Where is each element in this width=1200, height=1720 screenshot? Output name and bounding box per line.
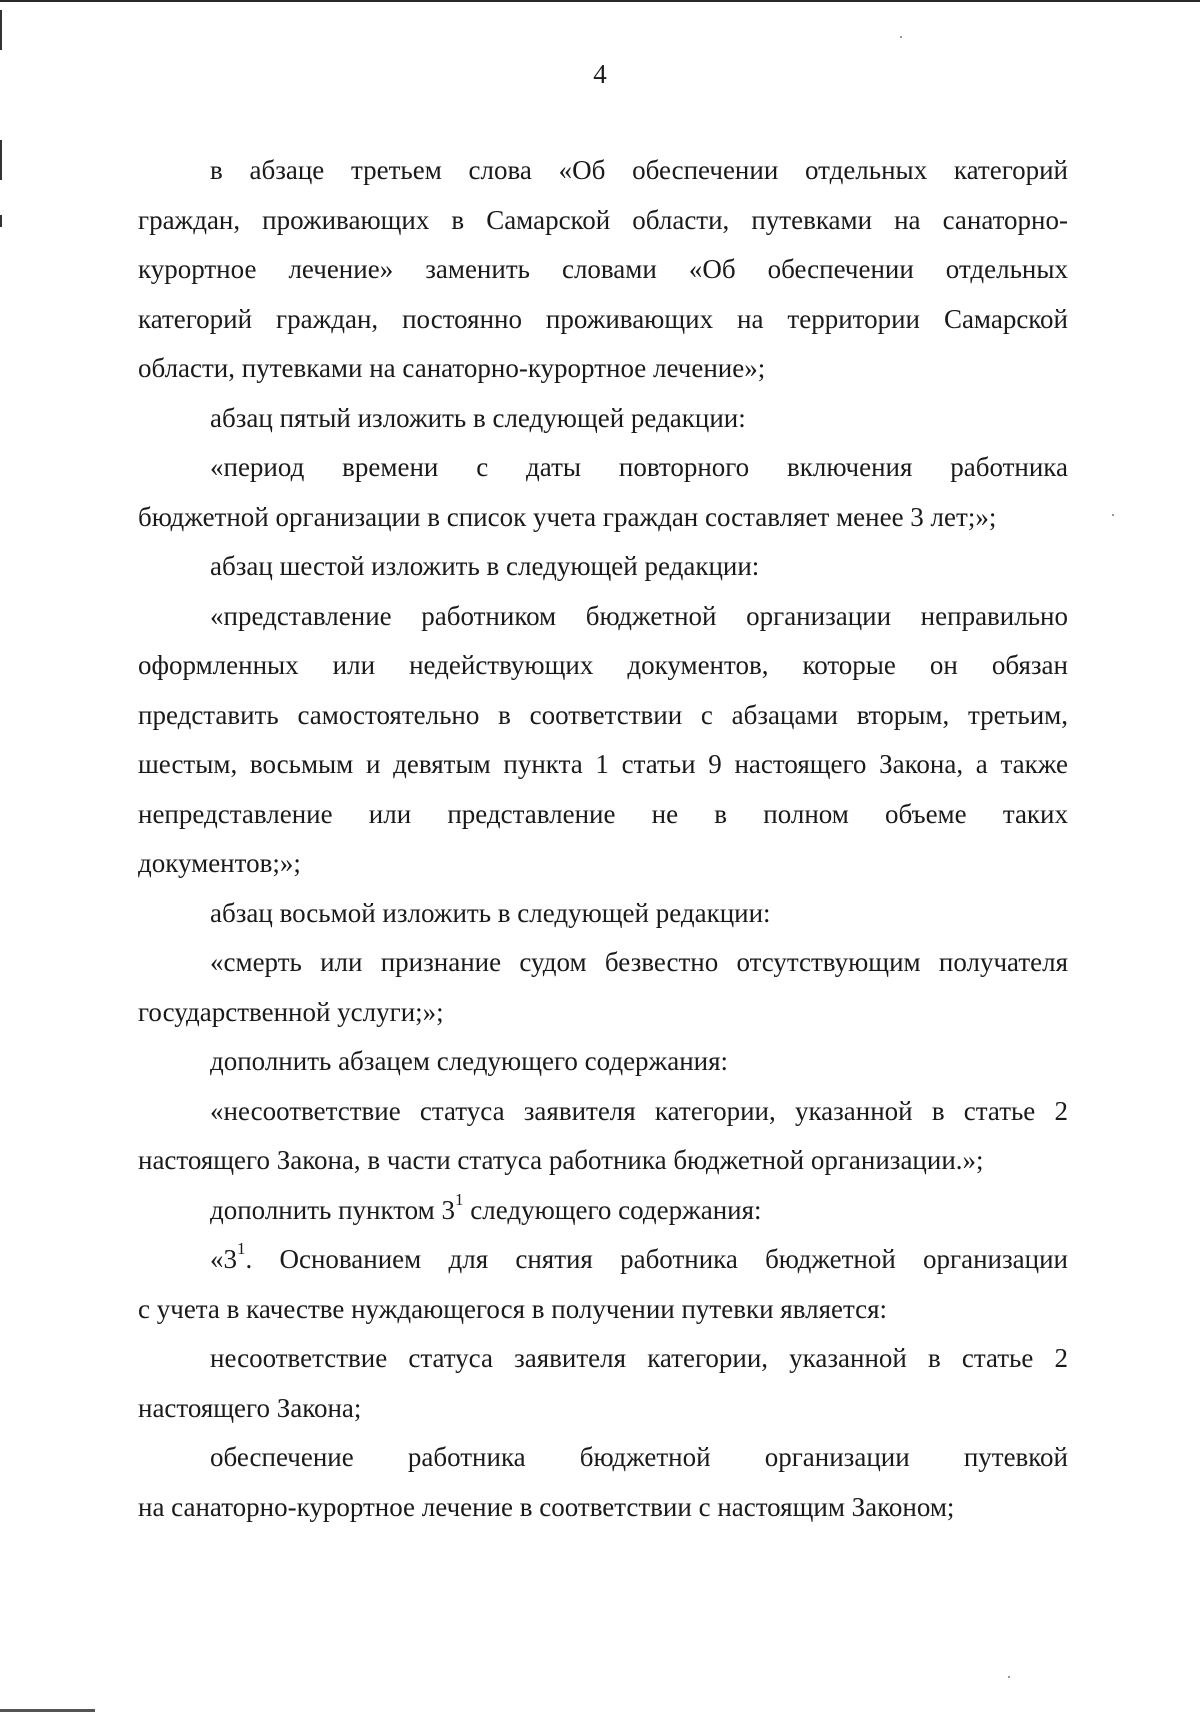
scan-edge-mark [0, 140, 2, 180]
text-line [138, 1186, 1068, 1236]
text-segment: дополнить пунктом 3 [210, 1194, 455, 1225]
text-line: граждан, проживающих в Самарской области, путевками на санаторно- [138, 204, 1068, 235]
text-line: документов;»; [138, 848, 301, 878]
text-line: оформленных или недействующих документов, которые он обязан [138, 650, 1068, 680]
text-line: области, путевками на санаторно-курортное лечение»; [138, 353, 766, 383]
scan-bottom-mark [0, 1709, 95, 1712]
scan-speck [900, 36, 902, 38]
text-line: курортное лечение» заменить словами «Об обеспечении отдельных [138, 254, 1068, 284]
text-line: бюджетной организации в список учета граждан составляет менее 3 лет;»; [138, 501, 997, 532]
page-number: 4 [593, 59, 607, 89]
scan-edge-mark [0, 215, 2, 227]
text-line: «смерть или признание судом безвестно отсутствующим получателя [210, 947, 1068, 977]
paragraph [138, 938, 1068, 1037]
text-line: настоящего Закона; [138, 1392, 362, 1423]
text-line: в абзаце третьем слова «Об обеспечении отдельных категорий [210, 155, 1068, 185]
text-line: категорий граждан, постоянно проживающих на территории Самарской [138, 303, 1068, 334]
paragraph [138, 443, 1068, 542]
paragraph [138, 1186, 1068, 1236]
text-line: «период времени с даты повторного включения работника [210, 452, 1068, 482]
paragraph [138, 542, 1068, 592]
paragraph [138, 1334, 1068, 1433]
text-line: обеспечение работника бюджетной организации путевкой [210, 1442, 1068, 1472]
paragraph [138, 592, 1068, 889]
text-line: государственной услуги;»; [138, 996, 444, 1027]
text-segment: . Основанием для снятия работника бюджетной организации [245, 1244, 1068, 1274]
text-line: настоящего Закона, в части статуса работника бюджетной организации.»; [138, 1145, 984, 1175]
paragraph [138, 889, 1068, 939]
text-segment: «3 [210, 1244, 237, 1274]
paragraph [138, 1037, 1068, 1087]
text-line: дополнить абзацем следующего содержания: [210, 1046, 729, 1076]
text-line: абзац шестой изложить в следующей редакции: [210, 551, 760, 581]
text-line [138, 1235, 1068, 1285]
superscript: 1 [237, 1239, 246, 1258]
scan-speck [1008, 1676, 1010, 1678]
paragraph [138, 1433, 1068, 1532]
text-line: абзац восьмой изложить в следующей редакции: [210, 897, 771, 928]
text-line: представить самостоятельно в соответствии с абзацами вторым, третьим, [138, 699, 1068, 730]
text-line: шестым, восьмым и девятым пункта 1 статьи 9 настоящего Закона, а также [138, 749, 1068, 779]
paragraph [138, 146, 1068, 394]
paragraph [138, 1235, 1068, 1334]
text-line: «представление работником бюджетной организации неправильно [210, 600, 1068, 631]
superscript: 1 [455, 1189, 464, 1209]
text-line: абзац пятый изложить в следующей редакции: [210, 402, 746, 433]
text-line: «несоответствие статуса заявителя категории, указанной в статье 2 [210, 1095, 1068, 1126]
text-line: на санаторно-курортное лечение в соответствии с настоящим Законом; [138, 1491, 955, 1522]
text-segment: следующего содержания: [463, 1194, 762, 1225]
paragraph [138, 394, 1068, 444]
scan-speck [1112, 514, 1114, 516]
scan-top-border [0, 0, 1200, 2]
scan-edge-mark [0, 10, 2, 50]
document-body [138, 146, 1068, 1532]
text-line: несоответствие статуса заявителя категории, указанной в статье 2 [210, 1343, 1068, 1373]
text-line: с учета в качестве нуждающегося в получении путевки является: [138, 1293, 887, 1324]
text-line: непредставление или представление не в полном объеме таких [138, 798, 1068, 829]
paragraph [138, 1087, 1068, 1186]
